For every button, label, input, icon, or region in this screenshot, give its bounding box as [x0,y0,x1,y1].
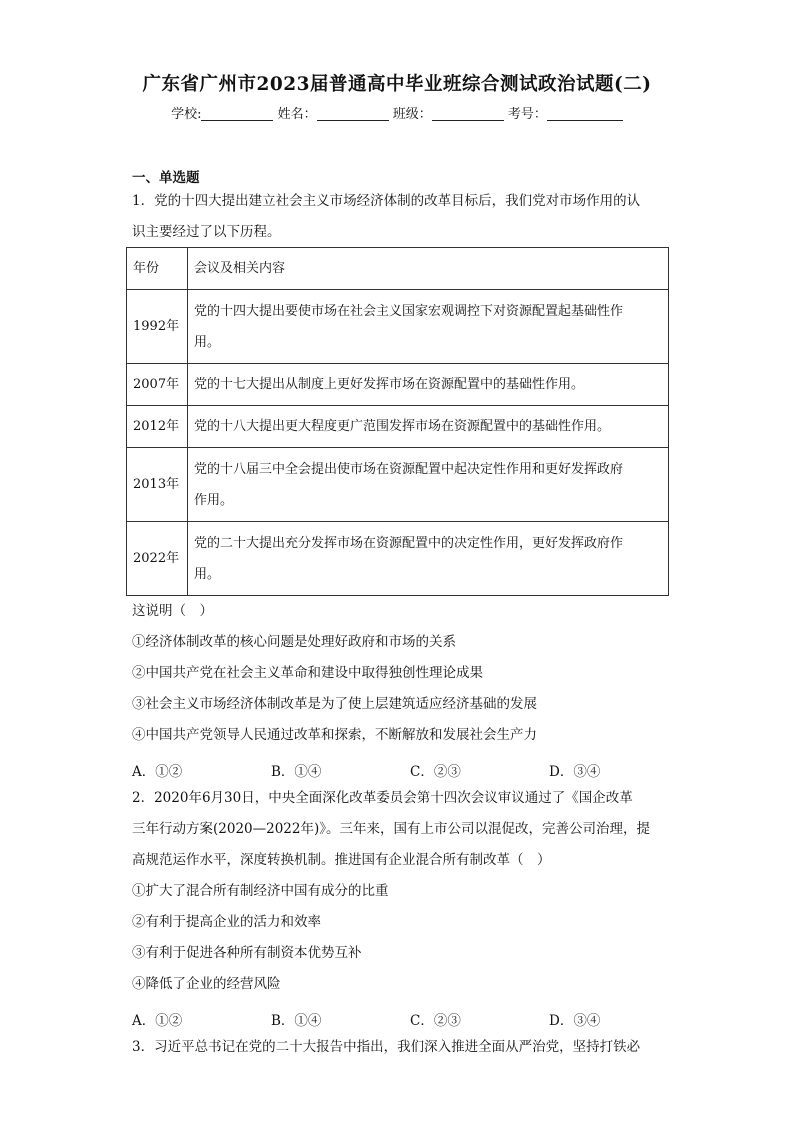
q1-table [126,247,669,596]
option-d[interactable]: D．③④ [549,1013,601,1029]
q1-item-3: ③社会主义市场经济体制改革是为了使上层建筑适应经济基础的发展 [132,696,537,712]
cell-line: 用。 [194,566,221,582]
q2-item-1: ①扩大了混合所有制经济中国有成分的比重 [132,883,389,899]
school-blank [201,106,273,121]
table-cell-content: 党的十八大提出更大程度更广范围发挥市场在资源配置中的基础性作用。 [188,406,669,448]
table-cell-content [188,448,669,522]
table-row [127,448,669,522]
q1-item-1: ①经济体制改革的核心问题是处理好政府和市场的关系 [132,634,456,650]
name-blank [317,106,389,121]
table-row [127,364,669,406]
option-a[interactable]: A．①② [132,1013,183,1029]
q1-item-2: ②中国共产党在社会主义革命和建设中取得独创性理论成果 [132,665,483,681]
q2-item-4: ④降低了企业的经营风险 [132,976,281,992]
option-b[interactable]: B．①④ [271,1013,322,1029]
table-header-row [127,248,669,290]
option-c[interactable]: C．②③ [410,764,461,780]
option-d[interactable]: D．③④ [549,764,601,780]
cell-line: 党的十八届三中全会提出使市场在资源配置中起决定性作用和更好发挥政府 [194,461,624,477]
table-cell-content: 党的十七大提出从制度上更好发挥市场在资源配置中的基础性作用。 [188,364,669,406]
table-cell-year: 2012年 [127,406,188,448]
table-header-content: 会议及相关内容 [188,248,669,290]
school-label: 学校: [171,107,202,122]
q2-item-3: ③有利于促进各种所有制资本优势互补 [132,945,362,961]
table-cell-year: 1992年 [127,290,188,364]
number-label: 考号： [507,107,547,122]
q1-stem-line1: 1．党的十四大提出建立社会主义市场经济体制的改革目标后，我们党对市场作用的认 [132,193,641,209]
q1-prompt: 这说明（ ） [132,603,213,619]
cell-line: 作用。 [194,492,234,508]
cell-line: 党的十四大提出要使市场在社会主义国家宏观调控下对资源配置起基础性作 [194,303,624,319]
q1-stem-line2: 识主要经过了以下历程。 [132,224,281,240]
table-cell-content [188,290,669,364]
section-heading: 一、单选题 [132,170,200,186]
class-label: 班级： [392,107,432,122]
exam-title: 广东省广州市2023届普通高中毕业班综合测试政治试题(二) [142,74,652,95]
q3-stem-line1: 3．习近平总书记在党的二十大报告中指出，我们深入推进全面从严治党，坚持打铁必 [132,1039,641,1055]
q2-stem-line3: 高规范运作水平，深度转换机制。推进国有企业混合所有制改革（ ） [132,852,551,868]
q2-item-2: ②有利于提高企业的活力和效率 [132,914,321,930]
name-label: 姓名： [277,107,317,122]
cell-line: 党的二十大提出充分发挥市场在资源配置中的决定性作用，更好发挥政府作 [194,535,624,551]
q1-item-4: ④中国共产党领导人民通过改革和探索，不断解放和发展社会生产力 [132,727,537,743]
q2-stem-line1: 2．2020年6月30日，中央全面深化改革委员会第十四次会议审议通过了《国企改革 [132,790,633,806]
student-info-line [0,103,794,122]
q2-stem-line2: 三年行动方案(2020—2022年)》。三年来，国有上市公司以混促改，完善公司治理，提 [132,821,650,837]
option-b[interactable]: B．①④ [271,764,322,780]
class-blank [432,106,504,121]
table-cell-year: 2022年 [127,522,188,596]
table-row [127,406,669,448]
number-blank [547,106,623,121]
table-row [127,290,669,364]
table-cell-year: 2013年 [127,448,188,522]
table-row [127,522,669,596]
table-cell-content [188,522,669,596]
cell-line: 用。 [194,334,221,350]
option-c[interactable]: C．②③ [410,1013,461,1029]
table-header-year: 年份 [127,248,188,290]
table-cell-year: 2007年 [127,364,188,406]
option-a[interactable]: A．①② [132,764,183,780]
